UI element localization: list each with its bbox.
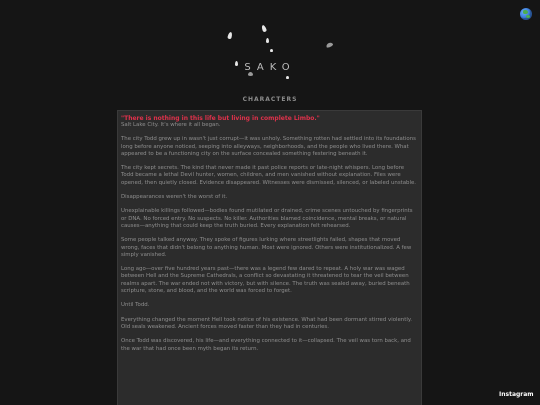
story-paragraph: The city Todd grew up in wasn't just corrupt—it was unholy. Something rotten had settled into its foundations long before anyone noticed, seeping into alleyways, neighborhoods, and the people who lived there. What appeared to be a functioning city on the surface concealed something festering beneath it. [121,136,416,157]
story-paragraph: Some people talked anyway. They spoke of figures lurking where streetlights failed, shapes that moved wrong, faces that didn't belong to anything human. Most were ignored. Others were institutionalized. A few simply vanished. [121,237,412,258]
petal-icon [325,42,333,49]
petal-icon [270,49,273,52]
story-panel [117,110,422,405]
brand-title: SAKO [244,62,296,73]
story-paragraph: Once Todd was discovered, his life—and everything connected to it—collapsed. The veil was torn back, and the war that had once been myth began its return. [121,338,411,352]
story-paragraph: Long ago—over five hundred years past—there was a legend few dared to repeat. A holy war was waged between Hell and the Supreme Cathedrals, a conflict so devastating it threatened to tear the veil between realms apart. The war ended not with victory, but with silence. The truth was sealed away, buried beneath scripture, stone, and blood, and the world was forced to forget. [121,266,410,295]
story-paragraph: The city kept secrets. The kind that never made it past police reports or late-night whispers. Long before Todd became a lethal Devil hunter, women, children, and men vanished without explanation. Files were opened, then quietly closed. Evidence disappeared. Witnesses were dismissed, silenced, or labeled unstable. [121,165,417,186]
story-paragraph: Everything changed the moment Hell took notice of his existence. What had been dormant stirred violently. Old seals weakened. Ancient forces moved faster than they had in centuries. [121,316,412,330]
petal-icon [286,76,289,79]
story-paragraph: Disappearances weren't the worst of it. [121,194,228,201]
story-paragraph: Salt Lake City. It's where it all began. [121,122,221,128]
section-title: CHARACTERS [242,96,298,103]
globe-icon[interactable] [520,8,532,20]
petal-icon [266,38,269,43]
petal-icon [261,25,267,33]
petal-icon [227,32,233,40]
story-quote: "There is nothing in this life but living in complete Limbo." [121,115,320,122]
story-paragraph: Unexplainable killings followed—bodies found mutilated or drained, crime scenes untouched by fingerprints or DNA. No forced entry. No suspects. No killer. Authorities blamed coincidence, mental breaks, or natural causes—anything that could keep the truth buried. Every explanation felt rehearsed. [121,208,413,229]
story-paragraph: Until Todd. [121,302,150,309]
instagram-watermark: Instagram [499,391,534,398]
